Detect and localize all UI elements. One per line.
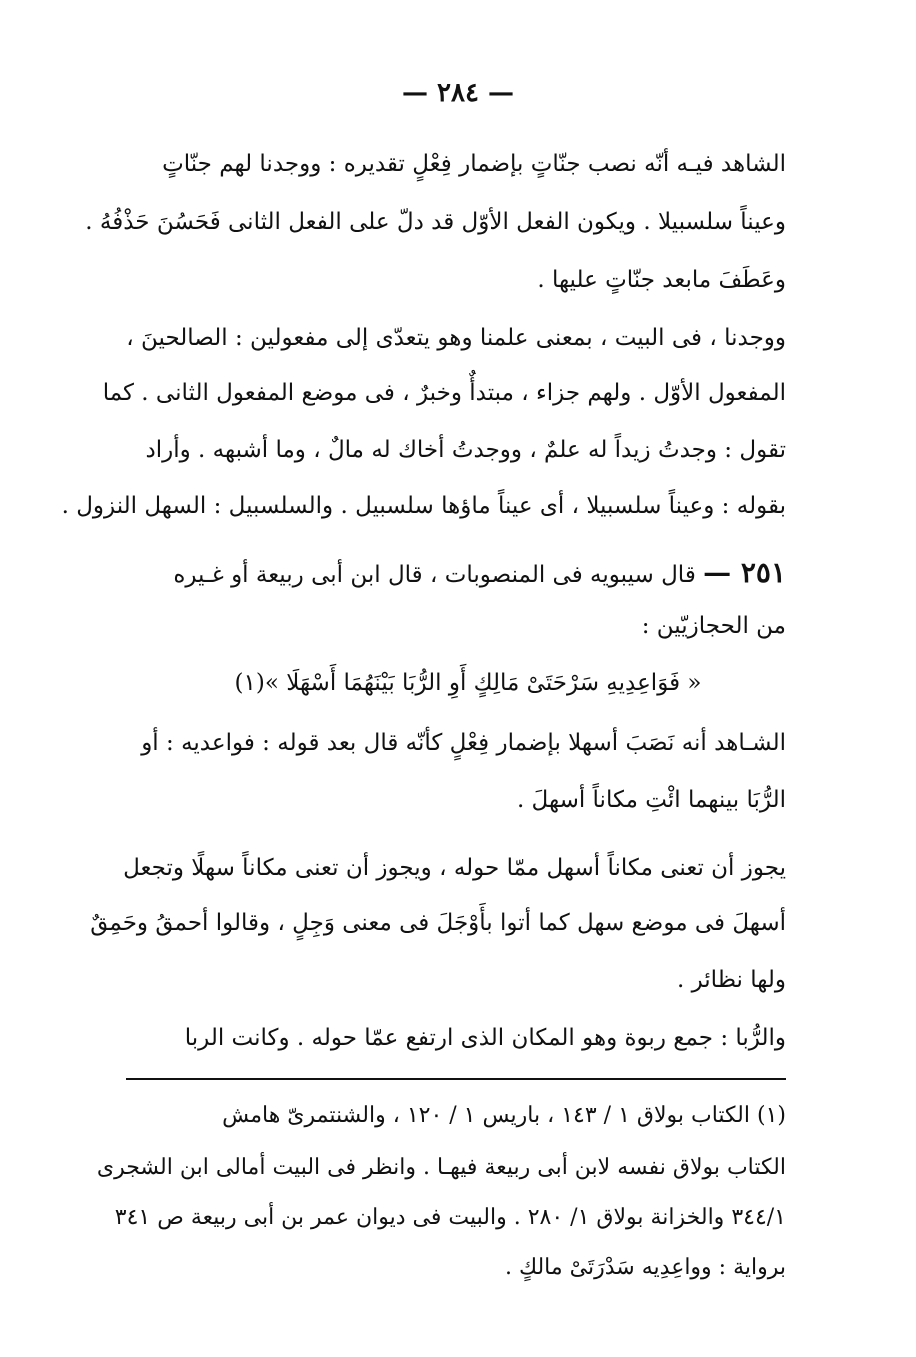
page-number: — ٢٨٤ — <box>401 78 515 108</box>
body-line: المفعول الأوّل . ولهم جزاء ، مبتدأٌ وخبرٌ ، فى موضع المفعول الثانى . كما <box>102 380 786 406</box>
footnote-line: (١) الكتاب بولاق ١ / ١٤٣ ، باريس ١ / ١٢٠ ، والشنتمرىّ هامش <box>222 1103 786 1128</box>
footnote-line: برواية : وواعِدِيه سَدْرَتَىْ مالكٍ . <box>504 1255 786 1280</box>
body-line: وعَطَفَ مابعد جنّاتٍ عليها . <box>537 267 786 293</box>
entry-number: ٢٥١ — <box>703 556 786 589</box>
verse-line: « فَوَاعِدِيهِ سَرْحَتَىْ مَالِكٍ أَوِ الرُّبَا بَيْنَهُمَا أَسْهَلَا »(١) <box>234 670 702 696</box>
body-line: الشـاهد أنه نَصَبَ أسهلا بإضمار فِعْلٍ كأنّه قال بعد قوله : فواعديه : أو <box>141 730 786 756</box>
footnote-separator <box>126 1078 786 1080</box>
entry-line <box>130 555 786 593</box>
body-line: وعيناً سلسبيلا . ويكون الفعل الأوّل قد دلّ على الفعل الثانى فَحَسُنَ حَذْفُهُ . <box>85 209 786 235</box>
body-line: يجوز أن تعنى مكاناً أسهل ممّا حوله ، ويجوز أن تعنى مكاناً سهلًا وتجعل <box>123 855 786 881</box>
body-line: ووجدنا ، فى البيت ، بمعنى علمنا وهو يتعدّى إلى مفعولين : الصالحينَ ، <box>126 325 786 351</box>
entry-text: قال سيبويه فى المنصوبات ، قال ابن أبى ربيعة أو غـيره <box>173 562 696 588</box>
body-line: أسهلَ فى موضع سهل كما أتوا بأَوْجَلَ فى معنى وَجِلٍ ، وقالوا أحمقُ وحَمِقٌ <box>90 910 786 936</box>
footnote-line: ٣٤٤/١ والخزانة بولاق ١/ ٢٨٠ . والبيت فى ديوان عمر بن أبى ربيعة ص ٣٤١ <box>114 1205 786 1230</box>
body-line: الشاهد فيـه أنّه نصب جنّاتٍ بإضمار فِعْلٍ تقديره : ووجدنا لهم جنّاتٍ <box>162 151 786 177</box>
body-line: من الحجازيّين : <box>641 613 786 639</box>
body-line: ولها نظائر . <box>676 967 786 993</box>
body-line: والرُّبا : جمع ربوة وهو المكان الذى ارتفع عمّا حوله . وكانت الربا <box>184 1025 786 1051</box>
footnote-line: الكتاب بولاق نفسه لابن أبى ربيعة فيهـا . وانظر فى البيت أمالى ابن الشجرى <box>96 1155 786 1180</box>
body-line: بقوله : وعيناً سلسبيلا ، أى عيناً ماؤها سلسبيل . والسلسبيل : السهل النزول . <box>61 493 786 519</box>
body-line: الرُّبَا بينهما ائْتِ مكاناً أسهلَ . <box>516 787 786 813</box>
body-line: تقول : وجدتُ زيداً له علمٌ ، ووجدتُ أخاك له مالٌ ، وما أشبهه . وأراد <box>145 437 786 463</box>
